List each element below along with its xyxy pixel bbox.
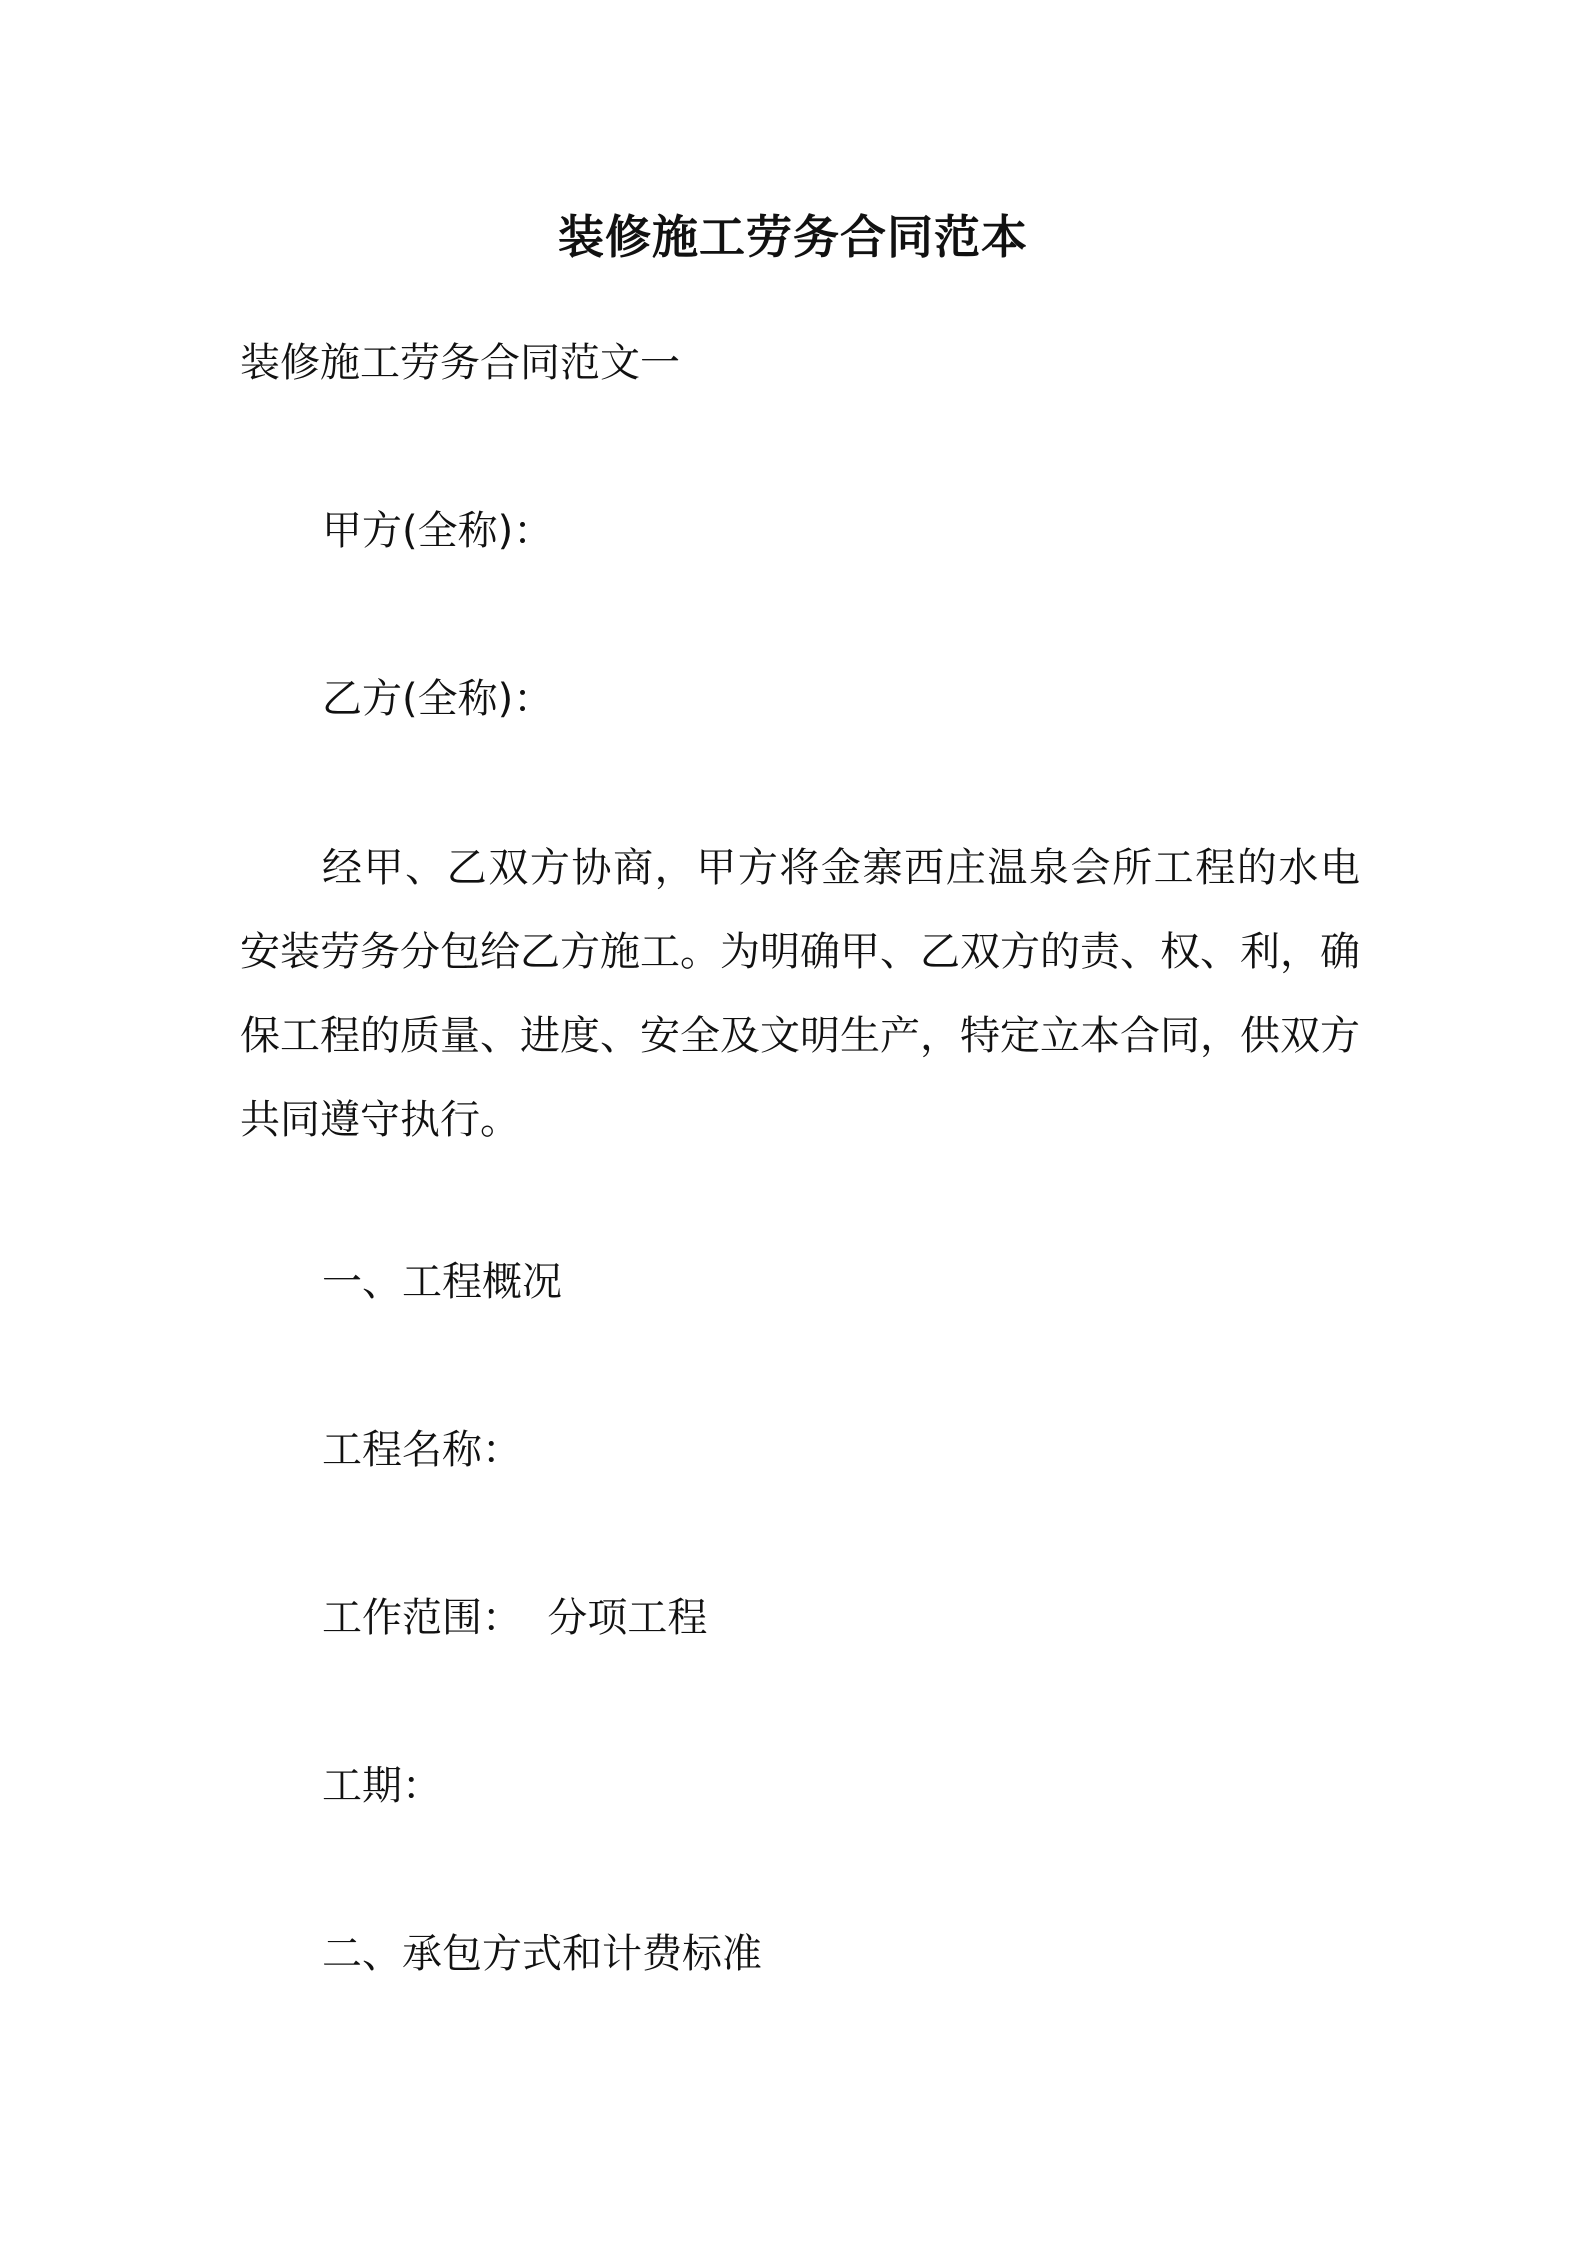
party-a-line: 甲方(全称)： (322, 508, 554, 554)
work-scope-line: 工作范围： 分项工程 (322, 1595, 708, 1641)
duration-line: 工期： (322, 1763, 442, 1809)
section-2-heading: 二、承包方式和计费标准 (322, 1931, 762, 1977)
intro-paragraph: 经甲、乙双方协商，甲方将金寨西庄温泉会所工程的水电安装劳务分包给乙方施工。为明确甲、乙双方的责、权、利，确保工程的质量、进度、安全及文明生产，特定立本合同，供双方共同遵守执行。 (240, 845, 1360, 1143)
project-name-line: 工程名称： (322, 1427, 522, 1473)
document-title: 装修施工劳务合同范本 (558, 210, 1028, 264)
section-1-heading: 一、工程概况 (322, 1259, 562, 1305)
party-b-line: 乙方(全称)： (322, 676, 554, 722)
document-subtitle: 装修施工劳务合同范文一 (240, 340, 680, 386)
